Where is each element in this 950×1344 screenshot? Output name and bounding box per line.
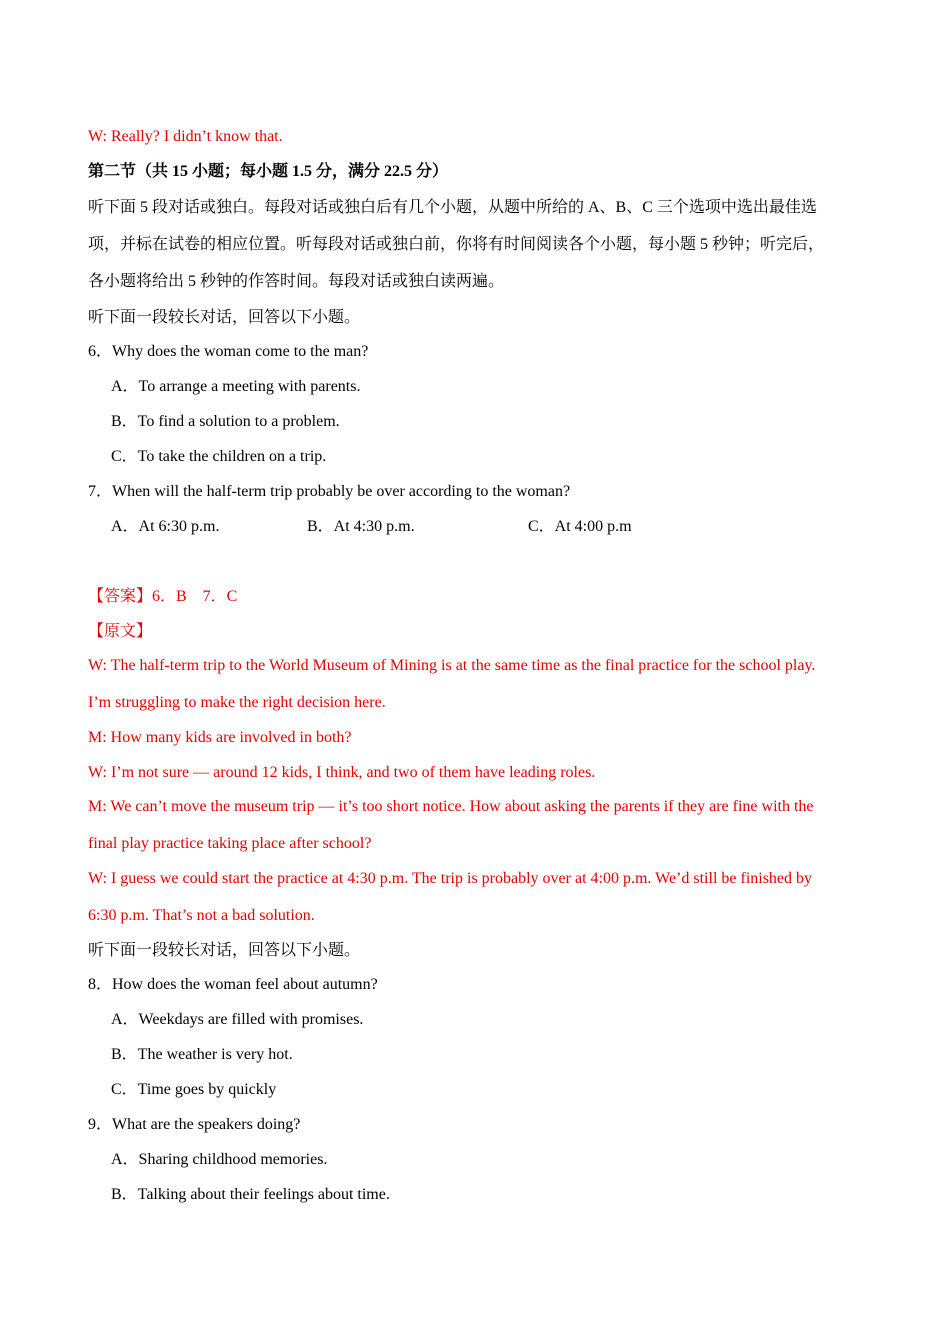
question-7-option-b: B．At 4:30 p.m. — [307, 518, 415, 535]
transcript-line: W: I’m not sure — around 12 kids, I think, and two of them have leading roles. — [88, 764, 596, 781]
question-8-stem: 8．How does the woman feel about autumn? — [88, 976, 378, 993]
transcript-line: W: Really? I didn’t know that. — [88, 128, 283, 145]
question-9-stem: 9．What are the speakers doing? — [88, 1116, 301, 1133]
question-7-stem: 7．When will the half-term trip probably be over according to the woman? — [88, 483, 571, 500]
group-intro: 听下面一段较长对话，回答以下小题。 — [88, 942, 361, 959]
transcript-line: 6:30 p.m. That’s not a bad solution. — [88, 907, 315, 924]
question-7-option-a: A．At 6:30 p.m. — [111, 518, 220, 535]
instruction-line: 项，并标在试卷的相应位置。听每段对话或独白前，你将有时间阅读各个小题，每小题 5 秒钟；听完后， — [88, 236, 825, 253]
question-8-option-c: C．Time goes by quickly — [111, 1081, 277, 1098]
source-label: 【原文】 — [88, 623, 153, 640]
question-8-option-b: B．The weather is very hot. — [111, 1046, 293, 1063]
transcript-line: final play practice taking place after school? — [88, 835, 372, 852]
instruction-line: 各小题将给出 5 秒钟的作答时间。每段对话或独白读两遍。 — [88, 273, 505, 290]
question-6-option-b: B．To find a solution to a problem. — [111, 413, 340, 430]
answer-line: 【答案】6．B 7．C — [88, 588, 238, 605]
transcript-line: M: We can’t move the museum trip — it’s too short notice. How about asking the parents if they are fine with the — [88, 798, 814, 815]
question-9-option-b: B．Talking about their feelings about time. — [111, 1186, 390, 1203]
group-intro: 听下面一段较长对话，回答以下小题。 — [88, 309, 361, 326]
question-8-option-a: A．Weekdays are filled with promises. — [111, 1011, 364, 1028]
question-9-option-a: A．Sharing childhood memories. — [111, 1151, 328, 1168]
question-6-option-c: C．To take the children on a trip. — [111, 448, 327, 465]
transcript-line: I’m struggling to make the right decision here. — [88, 694, 386, 711]
instruction-line: 听下面 5 段对话或独白。每段对话或独白后有几个小题，从题中所给的 A、B、C 三个选项中选出最佳选 — [88, 199, 817, 216]
transcript-line: W: I guess we could start the practice at 4:30 p.m. The trip is probably over at 4:00 p.m. We’d still be finished by — [88, 870, 813, 887]
section-heading: 第二节（共 15 小题；每小题 1.5 分，满分 22.5 分） — [88, 163, 449, 180]
transcript-line: M: How many kids are involved in both? — [88, 729, 352, 746]
question-7-option-c: C．At 4:00 p.m — [528, 518, 632, 535]
question-6-option-a: A．To arrange a meeting with parents. — [111, 378, 361, 395]
transcript-line: W: The half-term trip to the World Museum of Mining is at the same time as the final practice for the school play. — [88, 657, 816, 674]
question-6-stem: 6．Why does the woman come to the man? — [88, 343, 369, 360]
